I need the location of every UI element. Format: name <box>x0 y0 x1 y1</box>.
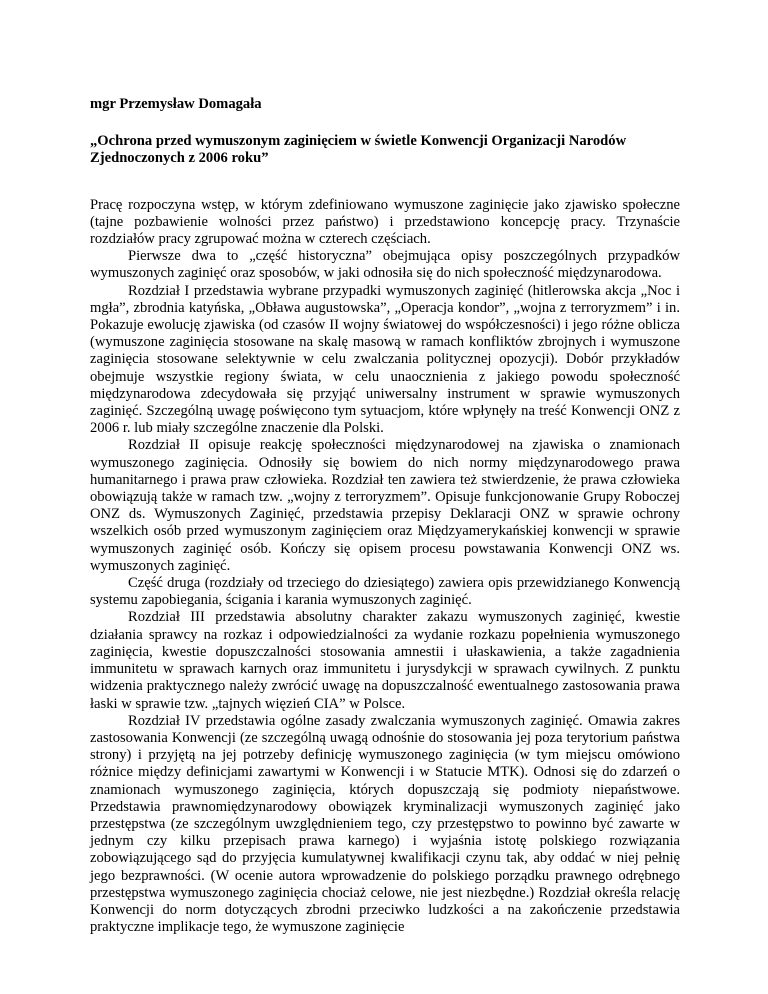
author-name: mgr Przemysław Domagała <box>90 96 262 112</box>
paragraph-chapter-4: Rozdział IV przedstawia ogólne zasady zwalczania wymuszonych zaginięć. Omawia zakres zastosowania Konwencji (ze szczególną uwagą odnośnie do stosowania jej poza terytorium państwa strony) i przyjętą na jej potrzeby definicję wymuszonego zaginięcia (w tym miejscu omówiono różnice między definicjami zawartymi w Konwencji i w Statucie MTK). Odnosi się do zdarzeń o znamionach wymuszonego zaginięcia, których dopuszczają się podmioty niepaństwowe. Przedstawia prawnomiędzynarodowy obowiązek kryminalizacji wymuszonych zaginięć jako przestępstwa (ze szczególnym uwzględnieniem tego, czy przestępstwo to powinno być zawarte w jednym czy kilku przepisach prawa karnego) i wyjaśnia istotę polskiego rozwiązania zobowiązującego sąd do przyjęcia kumulatywnej kwalifikacji czynu tak, aby oddać w niej pełnię jego bezprawności. (W ocenie autora wprowadzenie do polskiego porządku prawnego odrębnego przestępstwa wymuszonego zaginięcia chociaż celowe, nie jest niezbędne.) Rozdział określa relację Konwencji do norm dotyczących zbrodni przeciwko ludzkości a na zakończenie przedstawia praktyczne implikacje tego, że wymuszone zaginięcie <box>90 712 680 936</box>
document-page <box>90 96 680 936</box>
paragraph-part-two: Część druga (rozdziały od trzeciego do dziesiątego) zawiera opis przewidzianego Konwencją systemu zapobiegania, ścigania i karania wymuszonych zaginięć. <box>90 575 680 609</box>
paragraph-part-one: Pierwsze dwa to „część historyczna” obejmująca opisy poszczególnych przypadków wymuszonych zaginięć oraz sposobów, w jaki odnosiła się do nich społeczność międzynarodowa. <box>90 248 680 282</box>
paragraph-chapter-2: Rozdział II opisuje reakcję społeczności międzynarodowej na zjawiska o znamionach wymuszonego zaginięcia. Odnosiły się bowiem do nich normy międzynarodowego prawa humanitarnego i prawa praw człowieka. Rozdział ten zawiera też stwierdzenie, że prawa człowieka obowiązują także w ramach tzw. „wojny z terroryzmem”. Opisuje funkcjonowanie Grupy Roboczej ONZ ds. Wymuszonych Zaginięć, przedstawia przepisy Deklaracji ONZ w sprawie ochrony wszelkich osób przed wymuszonym zaginięciem oraz Międzyamerykańskiej konwencji w sprawie wymuszonych zaginięć osób. Kończy się opisem procesu powstawania Konwencji ONZ ws. wymuszonych zaginięć. <box>90 437 680 574</box>
paragraph-chapter-3: Rozdział III przedstawia absolutny charakter zakazu wymuszonych zaginięć, kwestie działania sprawcy na rozkaz i odpowiedzialności za wydanie rozkazu popełnienia wymuszonego zaginięcia, kwestie dopuszczalności stosowania amnestii i ułaskawienia, a także zagadnienia immunitetu w sprawach karnych oraz immunitetu i jurysdykcji w sprawach cywilnych. Z punktu widzenia praktycznego należy zwrócić uwagę na dopuszczalność ewentualnego zastosowania prawa łaski w sprawie tzw. „tajnych więzień CIA” w Polsce. <box>90 609 680 712</box>
document-title: „Ochrona przed wymuszonym zaginięciem w świetle Konwencji Organizacji Narodów Zjednoczonych z 2006 roku” <box>90 133 627 167</box>
paragraph-chapter-1: Rozdział I przedstawia wybrane przypadki wymuszonych zaginięć (hitlerowska akcja „Noc i mgła”, zbrodnia katyńska, „Obława augustowska”, „Operacja kondor”, „wojna z terroryzmem” i in. Pokazuje ewolucję zjawiska (od czasów II wojny światowej do współczesności) i jego różne oblicza (wymuszone zaginięcia stosowane na skalę masową w ramach konfliktów zbrojnych i wymuszone zaginięcia stosowane selektywnie w celu zwalczania politycznej opozycji). Dobór przykładów obejmuje wszystkie regiony świata, w celu unaocznienia z jakiego powodu społeczność międzynarodowa zdecydowała się przyjąć uniwersalny instrument w sprawie wymuszonych zaginięć. Szczególną uwagę poświęcono tym sytuacjom, które wpłynęły na treść Konwencji ONZ z 2006 r. lub miały szczególne znaczenie dla Polski. <box>90 282 680 437</box>
paragraph-intro: Pracę rozpoczyna wstęp, w którym zdefiniowano wymuszone zaginięcie jako zjawisko społeczne (tajne pozbawienie wolności przez państwo) i przedstawiono koncepcję pracy. Trzynaście rozdziałów pracy zgrupować można w czterech częściach. <box>90 196 680 248</box>
